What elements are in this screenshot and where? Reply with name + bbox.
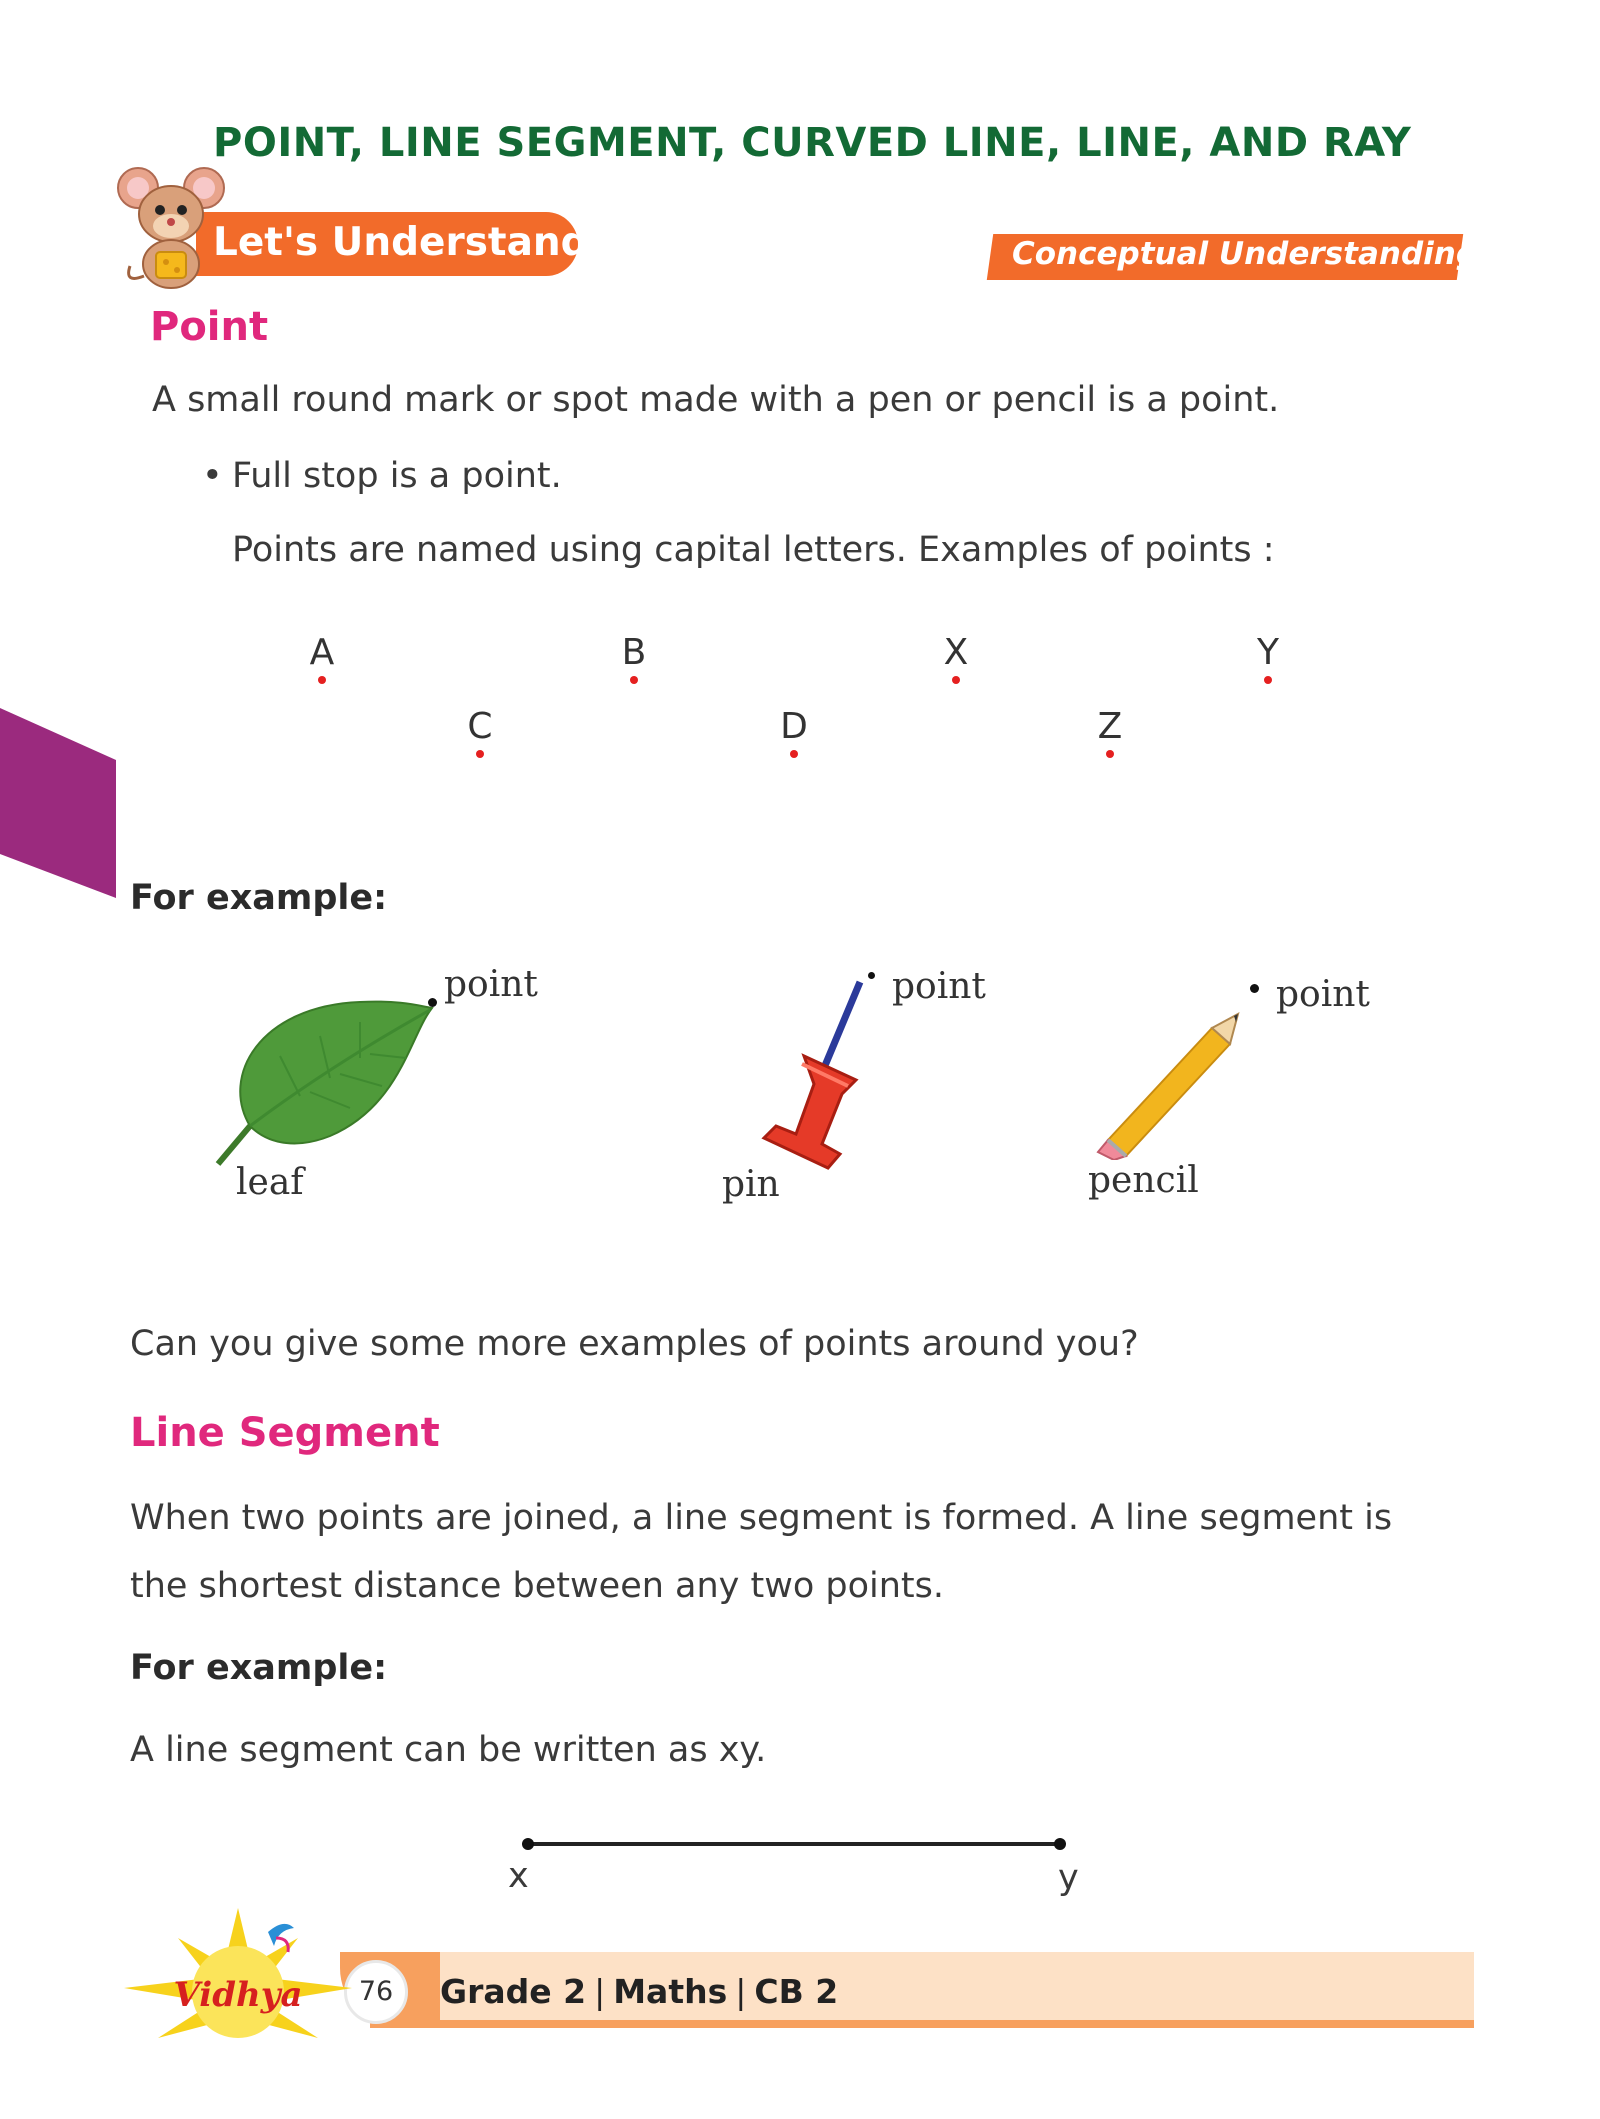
push-pin-icon	[744, 976, 884, 1172]
point-dot-x	[952, 676, 960, 684]
bullet-icon: •	[202, 456, 223, 496]
line-segment-xy	[516, 1832, 1072, 1856]
footer-book-info	[440, 1972, 838, 2011]
footer-separator-2: |	[735, 1972, 747, 2011]
line-segment-definition-2: the shortest distance between any two points.	[130, 1566, 945, 1606]
logo-text: Vidhya	[173, 1975, 303, 2015]
point-question: Can you give some more examples of points around you?	[130, 1324, 1139, 1364]
footer-subject: Maths	[613, 1972, 728, 2011]
point-label-x: X	[943, 632, 969, 673]
pencil-icon	[1090, 1010, 1240, 1160]
pin-label: pin	[722, 1164, 780, 1205]
line-segment-definition-1: When two points are joined, a line segment is formed. A line segment is	[130, 1498, 1393, 1538]
point-dot-z	[1106, 750, 1114, 758]
pin-point-dot	[868, 972, 875, 979]
point-label-a: A	[309, 632, 335, 673]
point-dot-c	[476, 750, 484, 758]
leaf-point-dot	[428, 998, 437, 1007]
segment-endpoint-x: x	[508, 1856, 529, 1896]
leaf-label: leaf	[236, 1162, 304, 1203]
vidhya-logo-icon	[118, 1908, 358, 2058]
pencil-label: pencil	[1088, 1160, 1199, 1201]
point-label-d: D	[780, 706, 808, 747]
point-dot-b	[630, 676, 638, 684]
conceptual-understanding-label: Conceptual Understanding	[1012, 236, 1479, 272]
point-definition: A small round mark or spot made with a pen or pencil is a point.	[152, 380, 1280, 420]
page-number: 76	[344, 1960, 408, 2024]
line-segment-heading: Line Segment	[130, 1410, 440, 1456]
leaf-point-label: point	[444, 964, 538, 1005]
line-segment-for-example: For example:	[130, 1648, 388, 1688]
pin-point-label: point	[892, 966, 986, 1007]
footer-grade: Grade 2	[440, 1972, 587, 2011]
footer-book: CB 2	[754, 1972, 839, 2011]
leaf-icon	[210, 996, 440, 1170]
footer-separator-1: |	[594, 1972, 606, 2011]
pencil-point-dot	[1250, 984, 1259, 993]
point-dot-d	[790, 750, 798, 758]
segment-endpoint-y: y	[1058, 1858, 1079, 1898]
page-title: POINT, LINE SEGMENT, CURVED LINE, LINE, AND RAY	[213, 120, 1412, 166]
point-dot-a	[318, 676, 326, 684]
point-dot-y	[1264, 676, 1272, 684]
point-label-c: C	[467, 706, 493, 747]
point-bullet-text: Full stop is a point.	[232, 456, 562, 496]
point-heading: Point	[150, 304, 269, 350]
point-label-b: B	[621, 632, 647, 673]
mouse-mascot-icon	[116, 166, 226, 291]
side-tab-marker	[0, 708, 116, 898]
point-label-z: Z	[1097, 706, 1123, 747]
pencil-point-label: point	[1276, 974, 1370, 1015]
line-segment-written-as: A line segment can be written as xy.	[130, 1730, 767, 1770]
footer-rule	[370, 2020, 1474, 2028]
for-example-label: For example:	[130, 878, 388, 918]
point-naming-text: Points are named using capital letters. Examples of points :	[232, 530, 1275, 570]
point-label-y: Y	[1257, 632, 1279, 673]
lets-understand-label: Let's Understand	[213, 220, 589, 265]
